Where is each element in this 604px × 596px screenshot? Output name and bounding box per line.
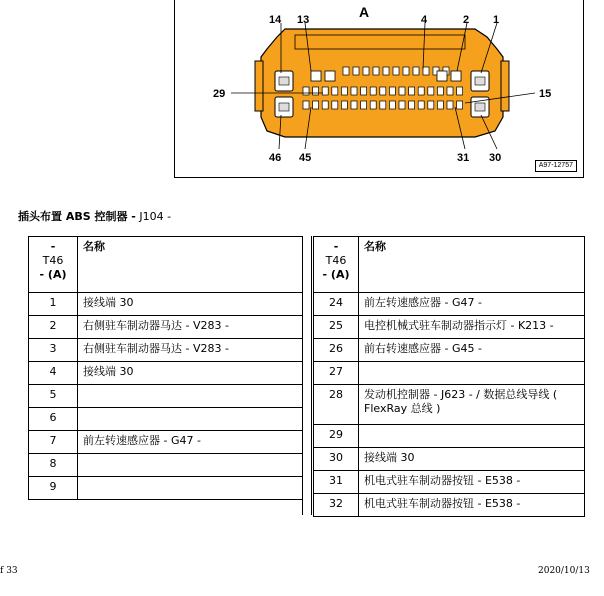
pin-cavity bbox=[437, 87, 443, 95]
pin-name-cell bbox=[78, 385, 303, 408]
table-row bbox=[314, 362, 585, 385]
footer-page: f 33 bbox=[0, 566, 18, 576]
callout-15: 15 bbox=[539, 88, 552, 100]
table-header-row bbox=[314, 237, 585, 293]
table-row bbox=[29, 454, 303, 477]
pin-cavity bbox=[423, 67, 429, 75]
table-row bbox=[29, 339, 303, 362]
pin-cavity bbox=[343, 67, 349, 75]
pin-number-cell: 25 bbox=[314, 316, 359, 339]
pin-name-cell: 前左转速感应器 - G47 - bbox=[359, 293, 585, 316]
pin-name-cell bbox=[78, 477, 303, 500]
pin-table-right bbox=[313, 236, 585, 517]
callout-1: 1 bbox=[493, 14, 500, 26]
callout-2: 2 bbox=[463, 14, 470, 26]
section-title bbox=[18, 208, 171, 224]
pin-name-cell: 前左转速感应器 - G47 - bbox=[78, 431, 303, 454]
section-title-code: J104 bbox=[139, 210, 164, 223]
pin-cavity bbox=[418, 87, 424, 95]
pin-name-cell: 右侧驻车制动器马达 - V283 - bbox=[78, 316, 303, 339]
pin-cavity bbox=[363, 67, 369, 75]
pin-name-cell: 接线端 30 bbox=[78, 362, 303, 385]
pin-cavity bbox=[418, 101, 424, 109]
pin-name-cell: 接线端 30 bbox=[359, 448, 585, 471]
pin-number-cell: 30 bbox=[314, 448, 359, 471]
connector-figure bbox=[174, 0, 584, 178]
callout-30: 30 bbox=[489, 152, 502, 164]
table-separator bbox=[302, 236, 312, 515]
table-row bbox=[29, 477, 303, 500]
pin-number-cell: 29 bbox=[314, 425, 359, 448]
pin-cavity bbox=[341, 87, 347, 95]
pin-table-right-body bbox=[314, 293, 585, 517]
pin-cavity bbox=[399, 101, 405, 109]
table-row bbox=[314, 293, 585, 316]
table-row bbox=[29, 362, 303, 385]
pin-cavity bbox=[380, 101, 386, 109]
pin-cavity bbox=[393, 67, 399, 75]
pin-cavity bbox=[351, 87, 357, 95]
pin-table-left bbox=[28, 236, 303, 500]
table-row bbox=[314, 425, 585, 448]
pin-cavity bbox=[389, 101, 395, 109]
pin-cavity bbox=[361, 101, 367, 109]
pin-cavity bbox=[361, 87, 367, 95]
pin-cavity bbox=[413, 67, 419, 75]
callout-14: 14 bbox=[269, 14, 282, 26]
table-header-row bbox=[29, 237, 303, 293]
pin-number-cell: 26 bbox=[314, 339, 359, 362]
connector-left-latch bbox=[255, 61, 263, 111]
pin-cavity bbox=[332, 87, 338, 95]
pin-number-cell: 32 bbox=[314, 494, 359, 517]
callout-a: A bbox=[359, 4, 370, 20]
connector-top-rib bbox=[295, 35, 465, 49]
callout-13: 13 bbox=[297, 14, 310, 26]
pin-cavity bbox=[389, 87, 395, 95]
pin-header-line1: - bbox=[50, 240, 56, 253]
table-row bbox=[314, 316, 585, 339]
pin-cavity bbox=[447, 87, 453, 95]
table-row bbox=[314, 471, 585, 494]
pin-number-cell: 31 bbox=[314, 471, 359, 494]
pin-name-cell: 右侧驻车制动器马达 - V283 - bbox=[78, 339, 303, 362]
pin-header-line2: T46 bbox=[42, 254, 64, 267]
pin-number-cell: 4 bbox=[29, 362, 78, 385]
table-row bbox=[29, 431, 303, 454]
pin-name-cell: 前右转速感应器 - G45 - bbox=[359, 339, 585, 362]
pin-number-cell: 7 bbox=[29, 431, 78, 454]
pin-cavity bbox=[383, 67, 389, 75]
pin-header-line2: T46 bbox=[325, 254, 347, 267]
pin-name-cell bbox=[78, 454, 303, 477]
footer-date: 2020/10/13 bbox=[538, 566, 590, 576]
pin-cavity bbox=[428, 101, 434, 109]
pin-cavity bbox=[447, 101, 453, 109]
pin-name-cell bbox=[78, 408, 303, 431]
pin-header-line3: - (A) bbox=[39, 268, 67, 281]
pin-cavity bbox=[403, 67, 409, 75]
pin-cavity-medium bbox=[437, 71, 447, 81]
pin-number-cell: 3 bbox=[29, 339, 78, 362]
section-title-suffix: - bbox=[167, 210, 172, 223]
pin-cavity bbox=[370, 101, 376, 109]
pin-name-cell: 发动机控制器 - J623 - / 数据总线导线 ( FlexRay 总线 ) bbox=[359, 385, 585, 425]
pin-cavity bbox=[428, 87, 434, 95]
pin-cavity bbox=[409, 101, 415, 109]
pin-number-cell: 9 bbox=[29, 477, 78, 500]
connector-diagram bbox=[175, 0, 585, 179]
pin-number-cell: 8 bbox=[29, 454, 78, 477]
table-row bbox=[29, 316, 303, 339]
pin-number-cell: 2 bbox=[29, 316, 78, 339]
pin-cavity bbox=[303, 101, 309, 109]
name-column-header: 名称 bbox=[78, 237, 303, 293]
pin-name-cell: 电控机械式驻车制动器指示灯 - K213 - bbox=[359, 316, 585, 339]
pin-rows bbox=[303, 67, 463, 109]
pin-number-cell: 27 bbox=[314, 362, 359, 385]
pin-column-header bbox=[314, 237, 359, 293]
pin-table-left-body bbox=[29, 293, 303, 500]
pin-number-cell: 1 bbox=[29, 293, 78, 316]
pin-header-line3: - (A) bbox=[322, 268, 350, 281]
connector-right-latch bbox=[501, 61, 509, 111]
pin-number-cell: 24 bbox=[314, 293, 359, 316]
pin-cavity bbox=[380, 87, 386, 95]
pin-cavity bbox=[303, 87, 309, 95]
pin-cavity bbox=[370, 87, 376, 95]
pin-column-header bbox=[29, 237, 78, 293]
pin-name-cell: 机电式驻车制动器按钮 - E538 - bbox=[359, 494, 585, 517]
pin-cavity bbox=[313, 87, 319, 95]
pin-cavity bbox=[332, 101, 338, 109]
section-title-main: 插头布置 ABS 控制器 - bbox=[18, 210, 136, 223]
pin-number-cell: 28 bbox=[314, 385, 359, 425]
pin-cavity bbox=[457, 87, 463, 95]
pin-cavity-medium bbox=[325, 71, 335, 81]
callout-46: 46 bbox=[269, 152, 282, 164]
pin-cavity bbox=[322, 101, 328, 109]
pin-cavity bbox=[313, 101, 319, 109]
table-row bbox=[29, 293, 303, 316]
callout-45: 45 bbox=[299, 152, 312, 164]
figure-ref-code: A97-12757 bbox=[535, 160, 577, 172]
table-row bbox=[314, 448, 585, 471]
pin-cavity-medium bbox=[311, 71, 321, 81]
table-row bbox=[314, 494, 585, 517]
table-row bbox=[29, 385, 303, 408]
pin-name-cell: 机电式驻车制动器按钮 - E538 - bbox=[359, 471, 585, 494]
pin-cavity-medium bbox=[451, 71, 461, 81]
pin-cavity bbox=[351, 101, 357, 109]
callout-29: 29 bbox=[213, 88, 226, 100]
pin-cavity bbox=[353, 67, 359, 75]
callout-4: 4 bbox=[421, 14, 428, 26]
pin-cavity bbox=[322, 87, 328, 95]
pin-cavity bbox=[399, 87, 405, 95]
pin-cavity bbox=[373, 67, 379, 75]
pin-header-line1: - bbox=[333, 240, 339, 253]
table-row bbox=[314, 339, 585, 362]
name-column-header: 名称 bbox=[359, 237, 585, 293]
table-row bbox=[29, 408, 303, 431]
pin-number-cell: 5 bbox=[29, 385, 78, 408]
pin-name-cell bbox=[359, 362, 585, 385]
callout-31: 31 bbox=[457, 152, 470, 164]
pin-name-cell: 接线端 30 bbox=[78, 293, 303, 316]
table-row bbox=[314, 385, 585, 425]
pin-number-cell: 6 bbox=[29, 408, 78, 431]
pin-name-cell bbox=[359, 425, 585, 448]
pin-cavity bbox=[457, 101, 463, 109]
pin-cavity bbox=[341, 101, 347, 109]
pin-cavity bbox=[409, 87, 415, 95]
pin-cavity bbox=[437, 101, 443, 109]
